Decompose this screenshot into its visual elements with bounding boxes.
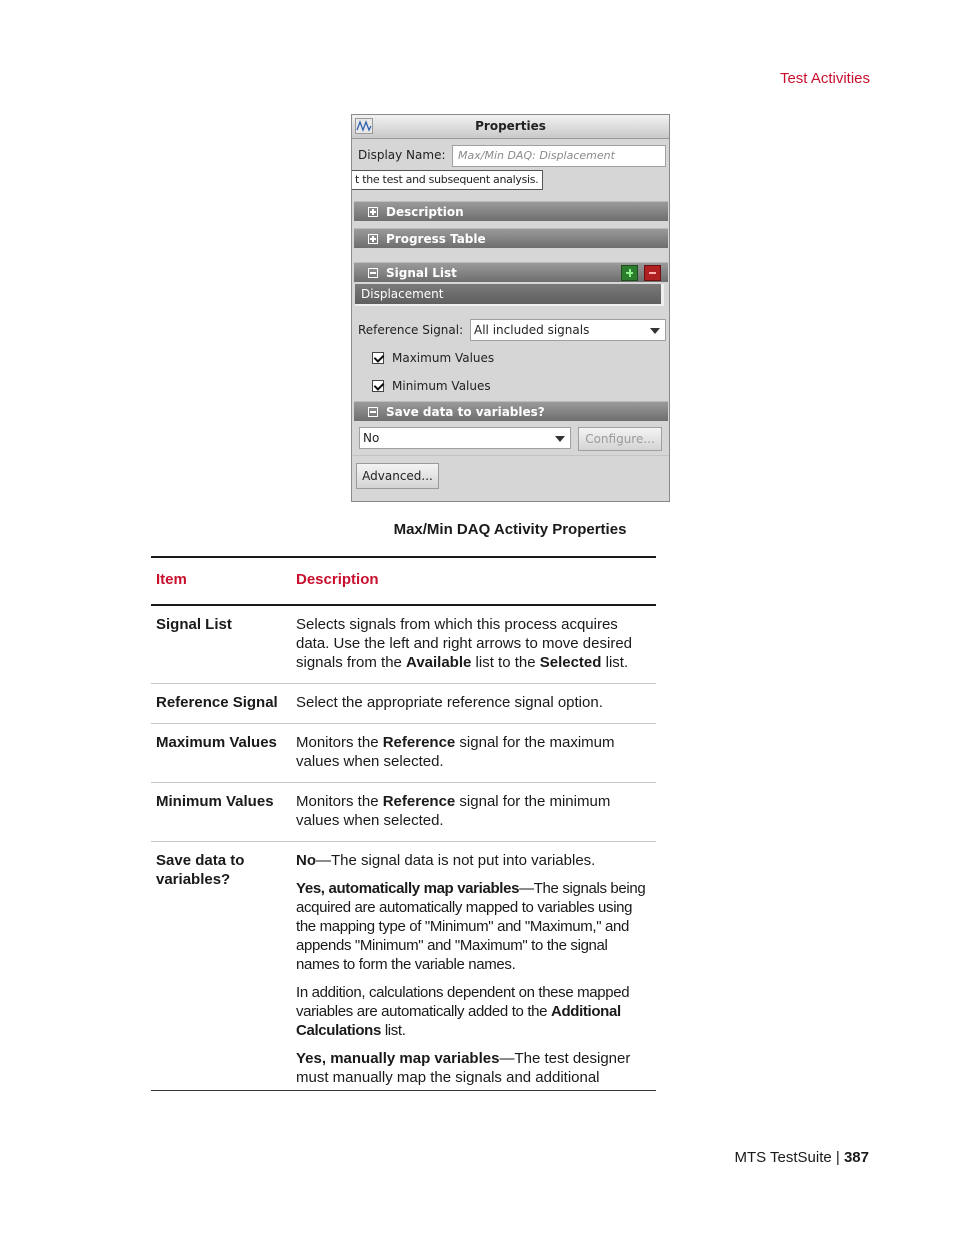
display-name-row xyxy=(358,145,666,167)
expand-icon[interactable] xyxy=(368,234,378,244)
chevron-down-icon[interactable] xyxy=(650,328,660,334)
display-name-input[interactable]: Max/Min DAQ: Displacement xyxy=(452,145,666,167)
row-description: Selects signals from which this process acquires data. Use the left and right arrows to move desired signals from the Available list to the Selected list. xyxy=(291,605,656,684)
row-item: Signal List xyxy=(151,605,291,684)
footer-product: MTS TestSuite xyxy=(734,1149,832,1166)
expand-icon[interactable] xyxy=(368,207,378,217)
section-description[interactable] xyxy=(354,201,668,221)
row-item: Minimum Values xyxy=(151,783,291,842)
display-name-label: Display Name: xyxy=(358,148,446,162)
collapse-icon[interactable] xyxy=(368,268,378,278)
remove-signal-icon[interactable] xyxy=(644,265,661,281)
figure-caption: Max/Min DAQ Activity Properties xyxy=(393,521,627,538)
add-signal-icon[interactable] xyxy=(621,265,638,281)
section-save-data[interactable] xyxy=(354,401,668,421)
table-row xyxy=(151,684,656,724)
footer-separator: | xyxy=(831,1149,844,1166)
divider xyxy=(352,455,669,456)
row-item: Maximum Values xyxy=(151,724,291,783)
row-description: Monitors the Reference signal for the maximum values when selected. xyxy=(291,724,656,783)
header-section-title: Test Activities xyxy=(779,70,870,87)
reference-signal-value: All included signals xyxy=(474,323,590,337)
column-header-item: Item xyxy=(151,557,291,605)
tooltip: t the test and subsequent analysis. xyxy=(351,170,543,190)
section-save-data-label: Save data to variables? xyxy=(386,405,545,419)
reference-signal-row xyxy=(358,319,668,341)
panel-titlebar xyxy=(352,115,669,139)
panel-title: Properties xyxy=(475,119,546,133)
table-header-row xyxy=(151,557,656,605)
page-number: 387 xyxy=(843,1149,869,1166)
list-item[interactable]: Displacement xyxy=(355,284,664,306)
properties-panel xyxy=(351,114,670,502)
row-description: Select the appropriate reference signal option. xyxy=(291,684,656,724)
table-row xyxy=(151,842,656,1091)
section-signal-list-label: Signal List xyxy=(386,266,457,280)
collapse-icon[interactable] xyxy=(368,407,378,417)
section-description-label: Description xyxy=(386,205,464,219)
row-item: Save data to variables? xyxy=(151,842,291,1091)
section-progress-table[interactable] xyxy=(354,228,668,248)
save-data-value: No xyxy=(363,431,380,445)
column-header-description: Description xyxy=(291,557,656,605)
checkbox-checked-icon[interactable] xyxy=(372,352,384,364)
table-row xyxy=(151,724,656,783)
reference-signal-select[interactable] xyxy=(470,319,666,341)
maximum-values-label: Maximum Values xyxy=(392,351,495,365)
reference-signal-label: Reference Signal: xyxy=(358,323,464,337)
checkbox-checked-icon[interactable] xyxy=(372,380,384,392)
section-signal-list[interactable] xyxy=(354,262,668,282)
configure-button[interactable]: Configure... xyxy=(578,427,662,451)
row-item: Reference Signal xyxy=(151,684,291,724)
minimum-values-label: Minimum Values xyxy=(392,379,491,393)
row-description: Monitors the Reference signal for the minimum values when selected. xyxy=(291,783,656,842)
chevron-down-icon[interactable] xyxy=(555,436,565,442)
table-row xyxy=(151,783,656,842)
properties-table xyxy=(151,556,656,1091)
section-progress-table-label: Progress Table xyxy=(386,232,486,246)
table-row xyxy=(151,605,656,684)
advanced-button[interactable]: Advanced... xyxy=(356,463,439,489)
save-data-select[interactable] xyxy=(359,427,571,449)
row-description: No—The signal data is not put into variables. Yes, automatically map variables—The signals being acquired are automatically mapped to variables using the mapping type of "Minimum" and "Maximum," and appends "Minimum" and "Maximum" to the signal names to form the variable names. In addition, calculations dependent on these mapped variables are automatically added to the Additional Calculations list. Yes, manually map variables—The test designer must manually map the signals and additional xyxy=(291,842,656,1091)
page-footer xyxy=(734,1149,869,1166)
